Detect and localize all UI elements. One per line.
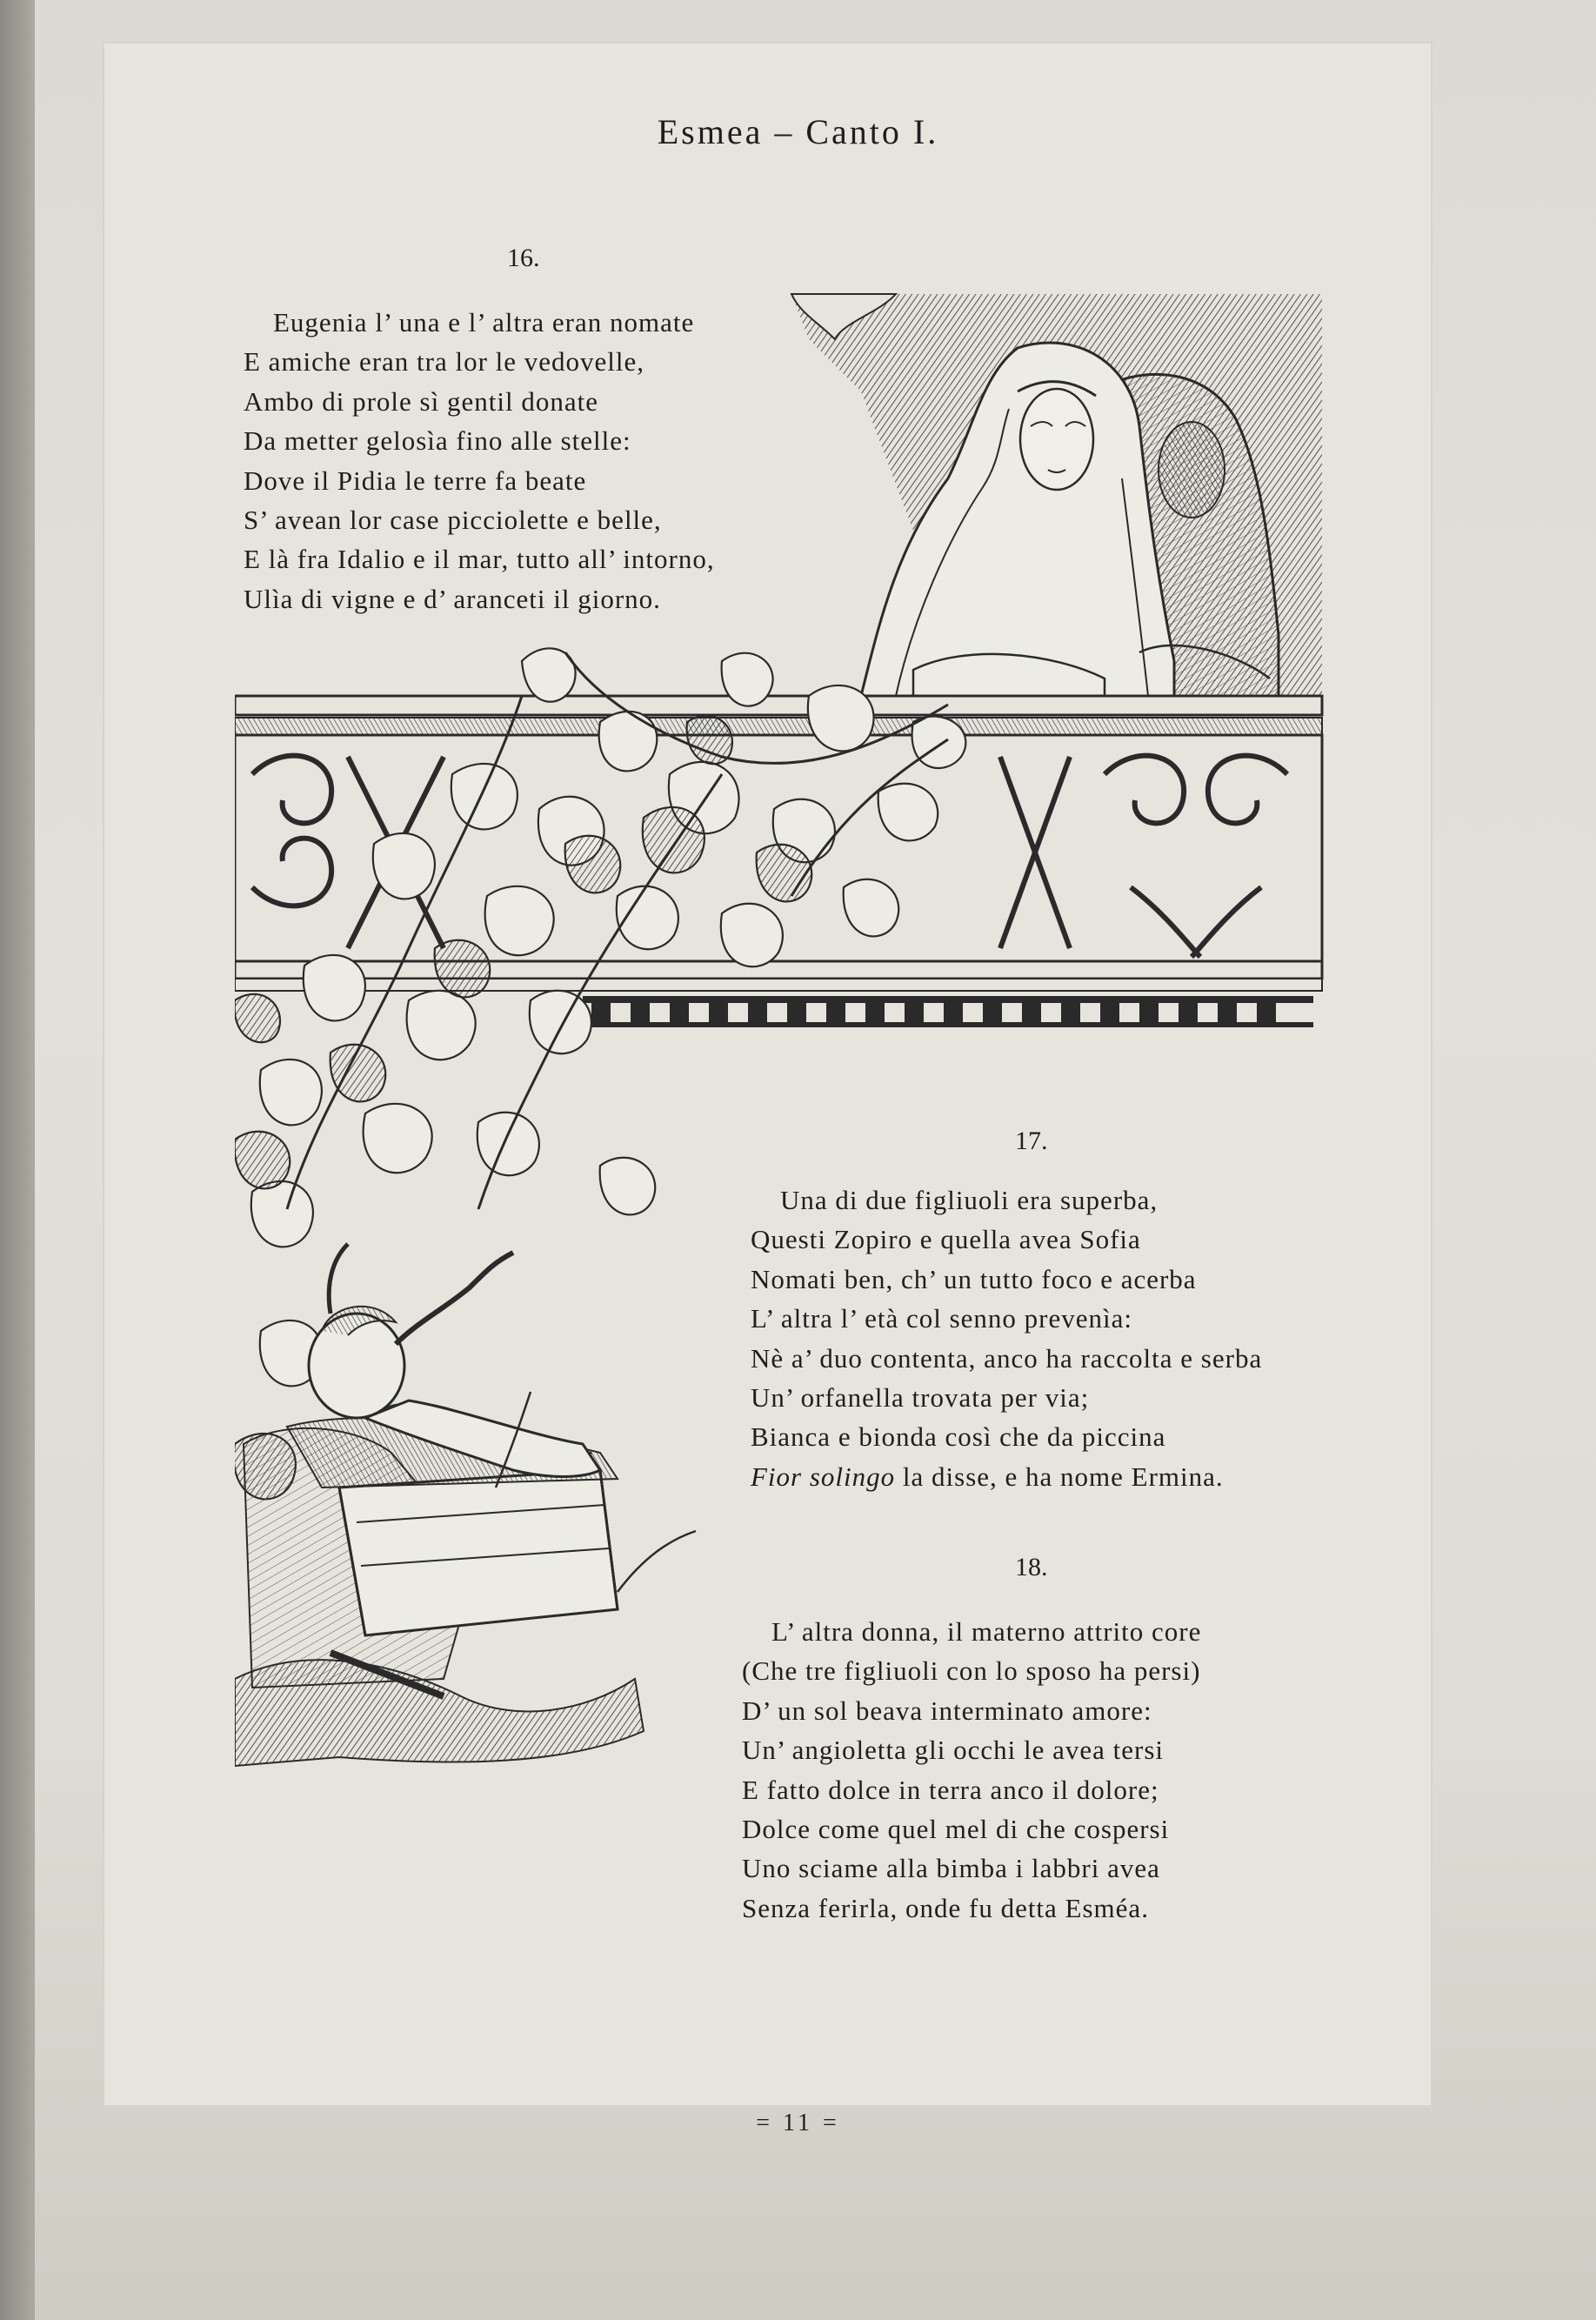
verse-line: (Che tre figliuoli con lo sposo ha persi) xyxy=(742,1655,1201,1687)
verse-line: D’ un sol beava interminato amore: xyxy=(742,1695,1152,1726)
verse-line: E amiche eran tra lor le vedovelle, xyxy=(244,346,645,378)
verse-line: E fatto dolce in terra anco il dolore; xyxy=(742,1774,1159,1805)
stanza-number-16: 16. xyxy=(507,244,540,272)
verse-line xyxy=(751,1457,1262,1496)
verse-line: Senza ferirla, onde fu detta Esméa. xyxy=(742,1892,1149,1923)
verse-line: Bianca e bionda così che da piccina xyxy=(751,1421,1166,1453)
verse-line: Ulìa di vigne e d’ aranceti il giorno. xyxy=(244,583,661,614)
verse-line: L’ altra l’ età col senno prevenìa: xyxy=(751,1303,1132,1334)
verse-line: Una di due figliuoli era superba, xyxy=(780,1185,1159,1215)
stanza-number-18: 18. xyxy=(1015,1553,1048,1581)
running-header: Esmea – Canto I. xyxy=(657,112,939,151)
verse-line: E là fra Idalio e il mar, tutto all’ intorno, xyxy=(244,544,715,575)
verse-line: Eugenia l’ una e l’ altra eran nomate xyxy=(273,307,695,338)
page-number: = 11 = xyxy=(756,2109,840,2136)
verse-line: L’ altra donna, il materno attrito core xyxy=(771,1616,1202,1647)
verse-line: Uno sciame alla bimba i labbri avea xyxy=(742,1853,1160,1884)
verse-line: Un’ angioletta gli occhi le avea tersi xyxy=(742,1735,1165,1766)
verse-line: Dove il Pidia le terre fa beate xyxy=(244,465,587,496)
stanza-17 xyxy=(751,1180,1262,1496)
italic-phrase: Fior solingo xyxy=(751,1461,896,1492)
verse-line: Da metter gelosìa fino alle stelle: xyxy=(244,425,631,457)
verse-line: Un’ orfanella trovata per via; xyxy=(751,1381,1090,1413)
verse-line: Ambo di prole sì gentil donate xyxy=(244,385,598,417)
verse-line: Dolce come quel mel di che cospersi xyxy=(742,1813,1170,1844)
stanza-16 xyxy=(244,303,715,618)
verse-line-rest: la disse, e ha nome Ermina. xyxy=(902,1461,1224,1492)
verse-line: Nomati ben, ch’ un tutto foco e acerba xyxy=(751,1263,1197,1294)
verse-line: S’ avean lor case picciolette e belle, xyxy=(244,504,662,535)
stanza-18 xyxy=(742,1612,1201,1928)
verse-line: Nè a’ duo contenta, anco ha raccolta e serba xyxy=(751,1342,1263,1374)
stanza-number-17: 17. xyxy=(1015,1127,1048,1155)
verse-line: Questi Zopiro e quella avea Sofia xyxy=(751,1224,1141,1255)
cherub-vignette xyxy=(235,1244,696,1766)
